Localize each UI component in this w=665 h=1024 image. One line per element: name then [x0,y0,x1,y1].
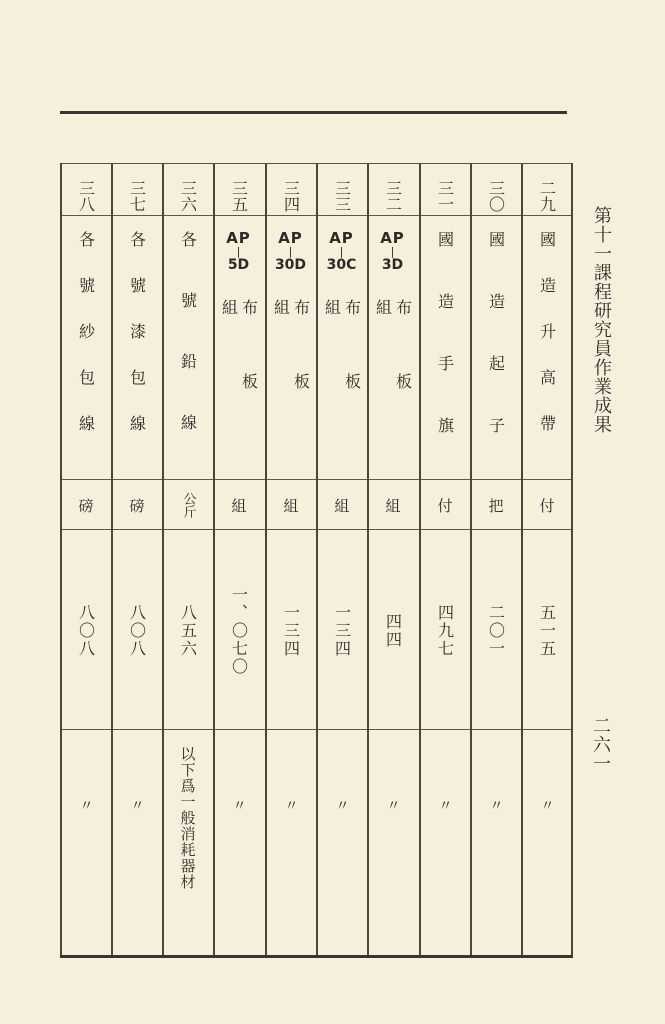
item-name: 各號鉛線 [178,231,198,475]
model-code: AP | 5D [226,229,251,273]
item-note: 〃 [436,798,453,812]
side-title: 第十一課程研究員作業成果 [591,206,612,434]
item-note: 〃 [538,798,555,812]
item-unit: 磅 [76,497,95,513]
item-number: 三八 [76,180,96,212]
model-code: AP | 3D [380,229,405,273]
table-column [265,163,316,955]
top-rule [60,111,567,114]
item-number: 二九 [537,180,557,212]
item-name: 各號漆包線 [127,231,147,461]
item-unit: 付 [435,497,454,513]
item-unit: 付 [537,497,556,513]
item-number: 三二 [383,180,403,212]
model-code: AP | 30C [326,229,357,273]
item-unit: 磅 [127,497,146,513]
item-number: 三〇 [486,180,506,212]
item-quantity: 八五六 [178,604,198,658]
item-quantity: 八〇八 [127,604,147,658]
table-column [367,163,418,955]
item-quantity: 五一五 [537,604,557,658]
item-note: 〃 [77,798,94,812]
item-unit: 公斤 [180,492,196,518]
item-note: 〃 [384,798,401,812]
item-number: 三三 [332,180,352,212]
item-quantity: 一三四 [281,604,301,658]
bottom-rule [60,955,573,958]
item-name: 國造升高帶 [537,231,557,461]
item-name: 各號紗包線 [76,231,96,461]
item-unit: 把 [486,497,505,513]
item-name: 布板組 [322,299,362,447]
item-number: 三一 [435,180,455,212]
item-quantity: 一三四 [332,604,352,658]
item-number: 三七 [127,180,147,212]
table-column [60,163,111,955]
item-quantity: 八〇八 [76,604,96,658]
item-name: 國造手旗 [435,231,455,479]
item-name: 布板組 [219,299,259,447]
item-note: 〃 [333,798,350,812]
inventory-table [60,163,573,955]
model-code: AP | 30D [274,229,307,273]
item-unit: 組 [332,497,351,513]
table-column [419,163,470,955]
item-number: 三六 [178,180,198,212]
item-name: 布板組 [373,299,413,447]
item-unit: 組 [383,497,402,513]
item-note: 〃 [128,798,145,812]
item-quantity: 四九七 [435,604,455,658]
item-note: 以下爲一般消耗器材 [178,746,197,890]
item-note: 〃 [230,798,247,812]
table-column [111,163,162,955]
page-number: 二六一 [590,716,611,773]
item-quantity: 四四 [383,613,403,649]
table-column [162,163,213,955]
item-number: 三四 [281,180,301,212]
table-column [470,163,521,955]
item-note: 〃 [282,798,299,812]
item-unit: 組 [229,497,248,513]
item-number: 三五 [229,180,249,212]
table-column [213,163,264,955]
item-unit: 組 [281,497,300,513]
item-name: 國造起子 [486,231,506,479]
item-name: 布板組 [271,299,311,447]
item-quantity: 一、〇七〇 [229,586,249,676]
table-column [316,163,367,955]
table-column [521,163,572,955]
item-quantity: 二〇一 [486,604,506,658]
item-note: 〃 [487,798,504,812]
